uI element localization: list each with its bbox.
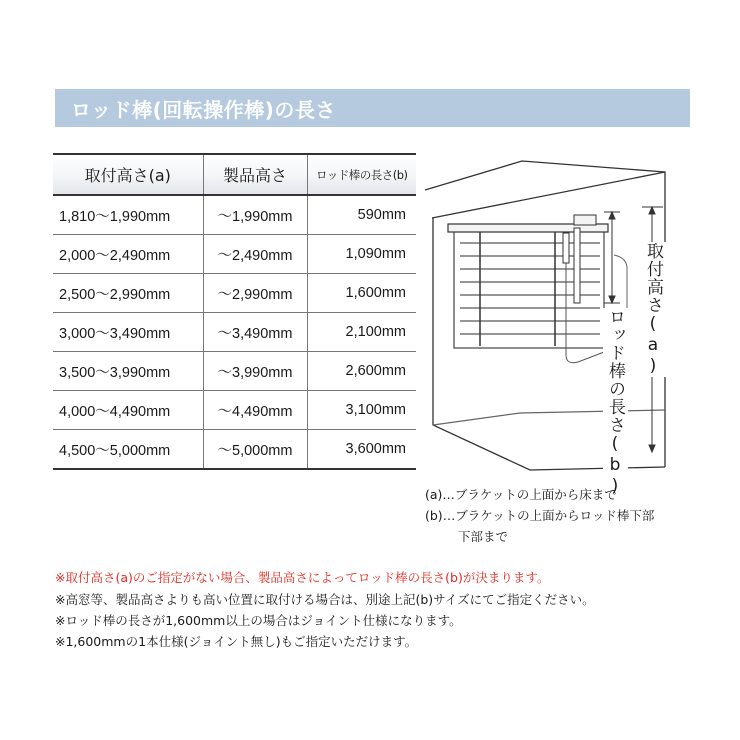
cell-product-height: ～2,490mm bbox=[203, 235, 307, 274]
note-default-rod-length: ※取付高さ(a)のご指定がない場合、製品高さによってロッド棒の長さ(b)が決まります。 bbox=[55, 570, 550, 585]
cell-mount-height: 4,500～5,000mm bbox=[53, 430, 203, 470]
cell-rod-length: 3,600mm bbox=[307, 430, 416, 470]
table-row bbox=[53, 391, 416, 430]
blind-illustration bbox=[448, 215, 608, 363]
cell-mount-height: 3,000～3,490mm bbox=[53, 313, 203, 352]
cell-mount-height: 2,000～2,490mm bbox=[53, 235, 203, 274]
cell-mount-height: 4,000～4,490mm bbox=[53, 391, 203, 430]
header-rod-length: ロッド棒の長さ(b) bbox=[307, 154, 416, 195]
note-high-window: ※高窓等、製品高さよりも高い位置に取付ける場合は、別途上記(b)サイズにてご指定ください。 bbox=[55, 592, 595, 607]
table-header-row bbox=[53, 154, 416, 195]
mount-height-label: 取付高さ(a) bbox=[641, 242, 666, 377]
table-row bbox=[53, 430, 416, 470]
table-row bbox=[53, 235, 416, 274]
legend-b-continued: 下部まで bbox=[458, 529, 509, 544]
table-row bbox=[53, 195, 416, 235]
header-product-height: 製品高さ bbox=[203, 154, 307, 195]
table-row bbox=[53, 313, 416, 352]
cell-product-height: ～4,490mm bbox=[203, 391, 307, 430]
section-title: ロッド棒(回転操作棒)の長さ bbox=[71, 98, 336, 122]
cell-mount-height: 2,500～2,990mm bbox=[53, 274, 203, 313]
cell-rod-length: 1,090mm bbox=[307, 235, 416, 274]
cell-product-height: ～1,990mm bbox=[203, 195, 307, 235]
cell-product-height: ～2,990mm bbox=[203, 274, 307, 313]
header-mount-height: 取付高さ(a) bbox=[53, 154, 203, 195]
table-row bbox=[53, 274, 416, 313]
cell-product-height: ～3,490mm bbox=[203, 313, 307, 352]
note-joint-spec: ※ロッド棒の長さが1,600mm以上の場合はジョイント仕様になります。 bbox=[55, 613, 462, 628]
legend-b: (b)…ブラケットの上面からロッド棒下部 bbox=[425, 508, 655, 523]
cell-rod-length: 1,600mm bbox=[307, 274, 416, 313]
ceiling-line bbox=[425, 161, 665, 190]
cell-product-height: ～5,000mm bbox=[203, 430, 307, 470]
cell-rod-length: 590mm bbox=[307, 195, 416, 235]
note-single-piece: ※1,600mmの1本仕様(ジョイント無し)もご指定いただけます。 bbox=[55, 634, 418, 649]
rod-length-table bbox=[53, 153, 416, 470]
section-title-bar bbox=[55, 89, 690, 127]
cell-rod-length: 2,100mm bbox=[307, 313, 416, 352]
cell-product-height: ～3,990mm bbox=[203, 352, 307, 391]
legend-a: (a)…ブラケットの上面から床まで bbox=[425, 487, 617, 502]
rod-length-label: ロッド棒の長さ(b) bbox=[603, 308, 628, 497]
baseboard-line bbox=[433, 410, 665, 425]
cell-rod-length: 2,600mm bbox=[307, 352, 416, 391]
cell-mount-height: 1,810～1,990mm bbox=[53, 195, 203, 235]
table-row bbox=[53, 352, 416, 391]
cell-rod-length: 3,100mm bbox=[307, 391, 416, 430]
cell-mount-height: 3,500～3,990mm bbox=[53, 352, 203, 391]
